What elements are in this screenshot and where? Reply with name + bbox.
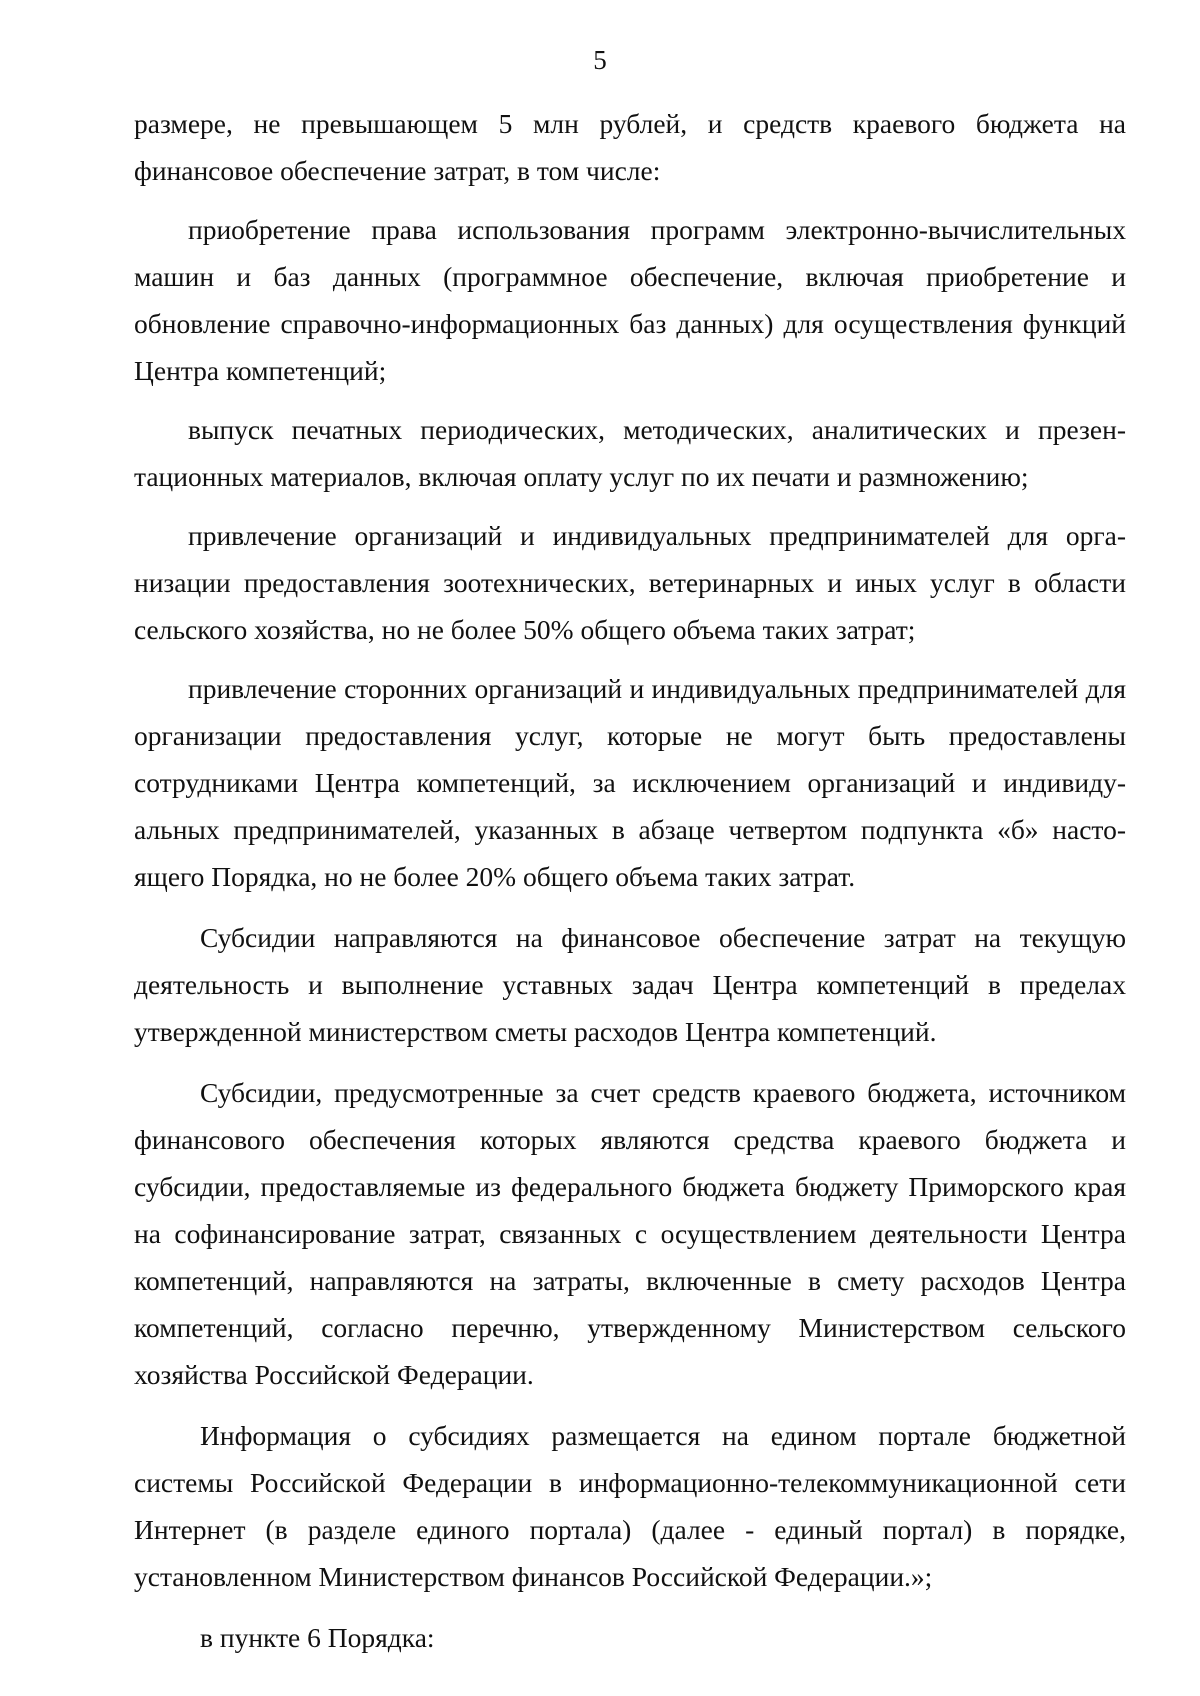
paragraph-portal-info: Информация о субсидиях размещается на едином портале бюджетной системы Российской Федерации в информационно-телекоммуникационной сети Интернет (в разделе единого портала) (далее - единый портал) в порядке, установленном Министерством финансов Российской Федерации.»; bbox=[134, 1420, 1126, 1592]
page-number: 5 bbox=[593, 45, 607, 75]
paragraph-point-6: в пункте 6 Порядка: bbox=[200, 1622, 435, 1653]
paragraph-software: приобретение права использования программ электронно-вычислительных машин и баз данных (программное обеспечение, включая приобретение и обновление справочно-информационных баз данных) для осуществления функций Центра компетенций; bbox=[134, 214, 1126, 386]
paragraph-third-party: привлечение сторонних организаций и индивидуальных предпринимателей для организации предоставления услуг, которые не могут быть предоставлены сотрудниками Центра компетенций, за исключением организаций и индивидуальных предпринимателей, указанных в абзаце четвертом подпункта «б» настоящего Порядка, но не более 20% общего объема таких затрат. bbox=[134, 673, 1126, 892]
paragraph-subsidies-sources: Субсидии, предусмотренные за счет средств краевого бюджета, источником финансового обеспечения которых являются средства краевого бюджета и субсидии, предоставляемые из федерального бюджета бюджету Приморского края на софинансирование затрат, связанных с осуществлением деятельности Центра компетенций, направляются на затраты, включенные в смету расходов Центра компетенций, согласно перечню, утвержденному Министерством сельского хозяйства Российской Федерации. bbox=[134, 1077, 1126, 1390]
paragraph-continuation: размере, не превышающем 5 млн рублей, и средств краевого бюджета на финансовое обеспечение затрат, в том числе: bbox=[134, 108, 1126, 186]
paragraph-printed-materials: выпуск печатных периодических, методических, аналитических и презентационных материалов, включая оплату услуг по их печати и размножению; bbox=[134, 414, 1126, 492]
paragraph-subsidies-purpose: Субсидии направляются на финансовое обеспечение затрат на текущую деятельность и выполнение уставных задач Центра компетенций в пределах утвержденной министерством сметы расходов Центра компетенций. bbox=[134, 922, 1126, 1047]
document-body bbox=[134, 100, 1126, 1661]
paragraph-organizations: привлечение организаций и индивидуальных предпринимателей для организации предоставления зоотехнических, ветеринарных и иных услуг в области сельского хозяйства, но не более 50% общего объема таких затрат; bbox=[134, 520, 1126, 645]
